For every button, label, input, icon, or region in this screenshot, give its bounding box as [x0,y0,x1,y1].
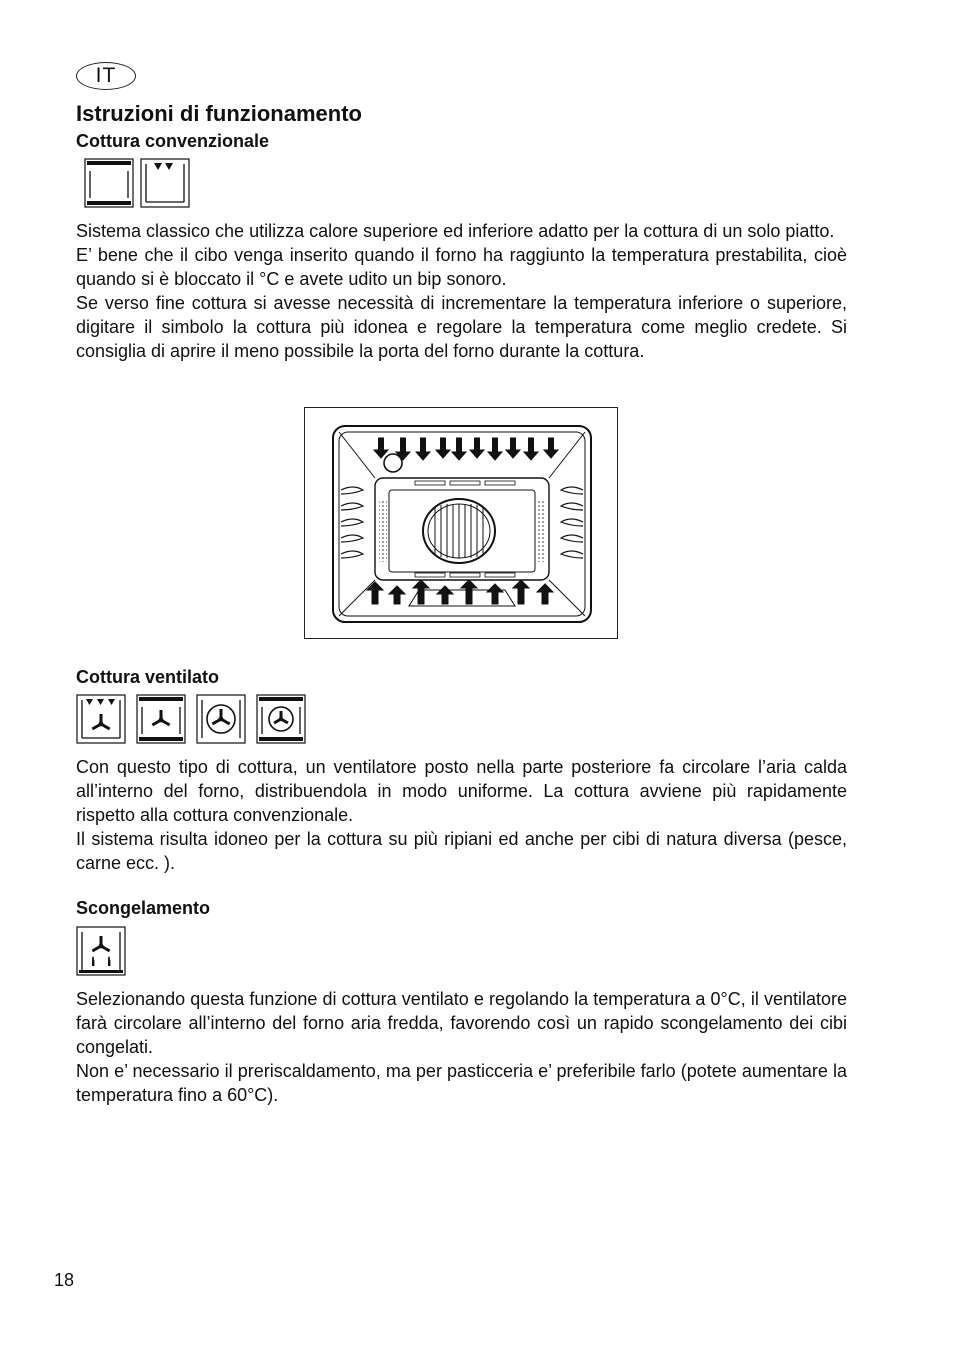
section-heading-fan: Cottura ventilato [76,667,220,687]
fan-top-bottom-heat-icon [136,694,186,744]
oven-illustration [305,408,617,638]
fan-circular-top-bottom-icon [256,694,306,744]
paragraph: Selezionando questa funzione di cottura ventilato e regolando la temperatura a 0°C, il ventilatore farà circolare all’interno del forno aria fredda, favorendo così un rapido scongelamento dei cibi congelati. [76,989,847,1057]
page-number: 18 [54,1270,75,1290]
language-badge: IT [76,62,136,90]
defrost-icons [76,926,126,976]
paragraph: Il sistema risulta idoneo per la cottura su più ripiani ed anche per cibi di natura diversa (pesce, carne ecc. ). [76,829,847,873]
top-heat-icon [140,158,190,208]
oven-conventional-heat-diagram [304,407,618,639]
conventional-icons [84,158,190,208]
paragraph: Sistema classico che utilizza calore superiore ed inferiore adatto per la cottura di un solo piatto. [76,221,835,241]
fan-text [76,755,847,875]
top-bottom-heat-icon [84,158,134,208]
paragraph: Con questo tipo di cottura, un ventilatore posto nella parte posteriore fa circolare l’aria calda all’interno del forno, distribuendola in modo uniforme. La cottura avviene più rapidamente rispetto alla cottura convenzionale. [76,757,847,825]
page-title: Istruzioni di funzionamento [76,101,362,126]
defrost-icon [76,926,126,976]
section-heading-conventional: Cottura convenzionale [76,131,270,151]
section-heading-defrost: Scongelamento [76,898,211,918]
fan-circular-heat-icon [196,694,246,744]
paragraph: Se verso fine cottura si avesse necessità di incrementare la temperatura inferiore o superiore, digitare il simbolo la cottura più idonea e regolare la temperatura come meglio credete. Si consiglia di aprire il meno possibile la porta del forno durante la cottura. [76,293,847,361]
conventional-text [76,219,847,363]
paragraph: E’ bene che il cibo venga inserito quando il forno ha raggiunto la temperatura prestabilita, cioè quando si è bloccato il °C e avete udito un bip sonoro. [76,245,847,289]
fan-top-heat-icon [76,694,126,744]
defrost-text [76,987,847,1107]
paragraph: Non e’ necessario il preriscaldamento, ma per pasticceria e’ preferibile farlo (potete aumentare la temperatura fino a 60°C). [76,1061,847,1105]
fan-icons [76,694,306,744]
